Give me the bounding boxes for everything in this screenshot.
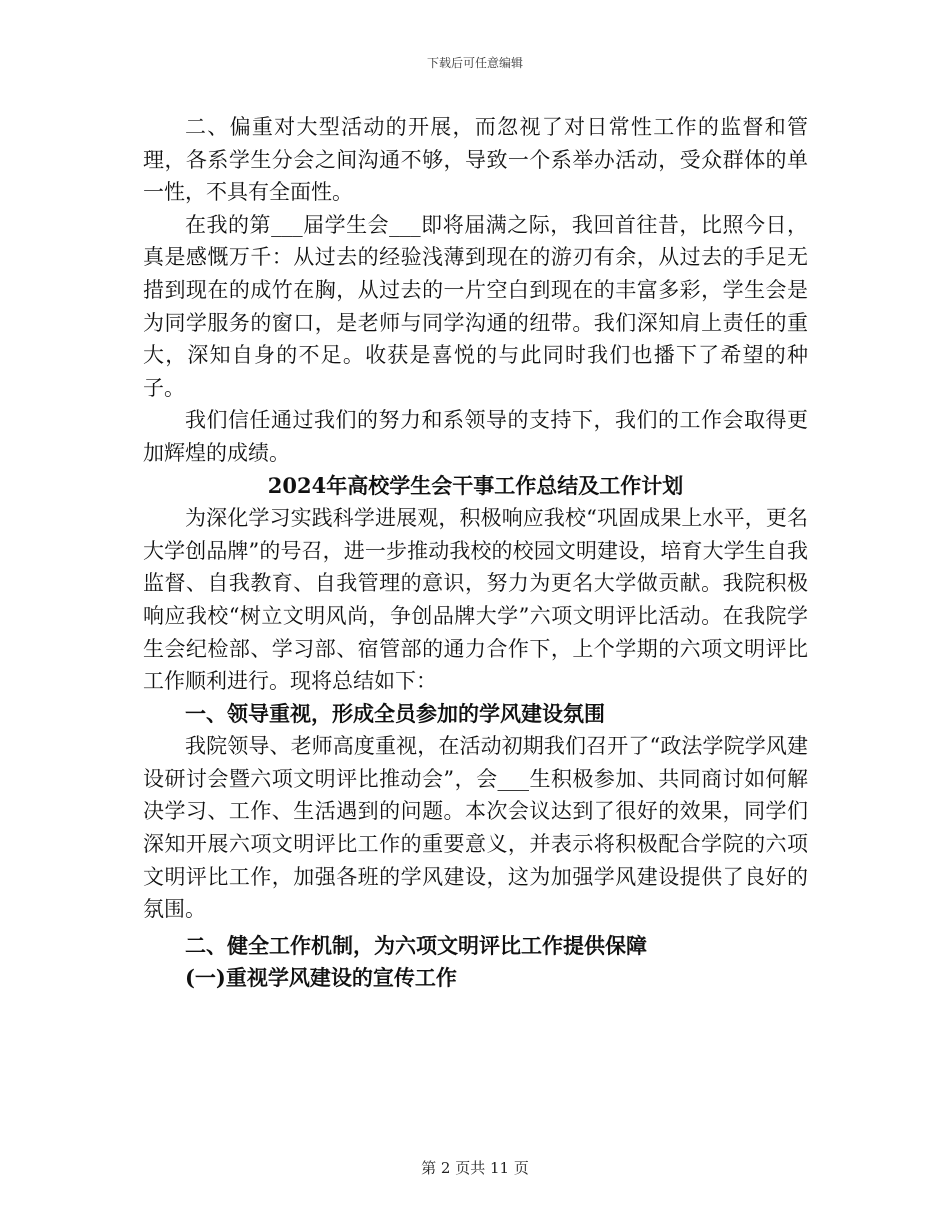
paragraph: 二、偏重对大型活动的开展，而忽视了对日常性工作的监督和管理，各系学生分会之间沟通不够，导致一个系举办活动，受众群体的单一性，不具有全面性。 — [143, 115, 808, 205]
paragraph: 为深化学习实践科学进展观，积极响应我校“巩固成果上水平，更名大学创品牌”的号召，进一步推动我校的校园文明建设，培育大学生自我监督、自我教育、自我管理的意识，努力为更名大学做贡献。我院积极响应我校“树立文明风尚，争创品牌大学”六项文明评比活动。在我院学生会纪检部、学习部、宿管部的通力合作下，上个学期的六项文明评比工作顺利进行。现将总结如下： — [143, 506, 808, 694]
paragraph: 我们信任通过我们的努力和系领导的支持下，我们的工作会取得更加辉煌的成绩。 — [143, 408, 808, 465]
section-heading: 一、领导重视，形成全员参加的学风建设氛围 — [185, 700, 605, 726]
document-title: 2024年高校学生会干事工作总结及工作计划 — [267, 472, 684, 498]
document-body — [143, 111, 808, 995]
paragraph: 在我的第___届学生会___即将届满之际，我回首往昔，比照今日，真是感慨万千：从过去的经验浅薄到现在的游刃有余，从过去的手足无措到现在的成竹在胸，从过去的一片空白到现在的丰富多彩，学生会是为同学服务的窗口，是老师与同学沟通的纽带。我们深知肩上责任的重大，深知自身的不足。收获是喜悦的与此同时我们也播下了希望的种子。 — [143, 212, 808, 400]
page-header: 下载后可任意编辑 — [426, 56, 523, 70]
page-footer: 第 2 页共 11 页 — [421, 1159, 529, 1177]
paragraph: 我院领导、老师高度重视，在活动初期我们召开了“政法学院学风建设研讨会暨六项文明评比推动会”，会___生积极参加、共同商讨如何解决学习、工作、生活遇到的问题。本次会议达到了很好的效果，同学们深知开展六项文明评比工作的重要意义，并表示将积极配合学院的六项文明评比工作，加强各班的学风建设，这为加强学风建设提供了良好的氛围。 — [143, 734, 808, 922]
section-heading: 二、健全工作机制，为六项文明评比工作提供保障 — [185, 932, 647, 958]
subsection-heading: (一)重视学风建设的宣传工作 — [185, 965, 457, 991]
